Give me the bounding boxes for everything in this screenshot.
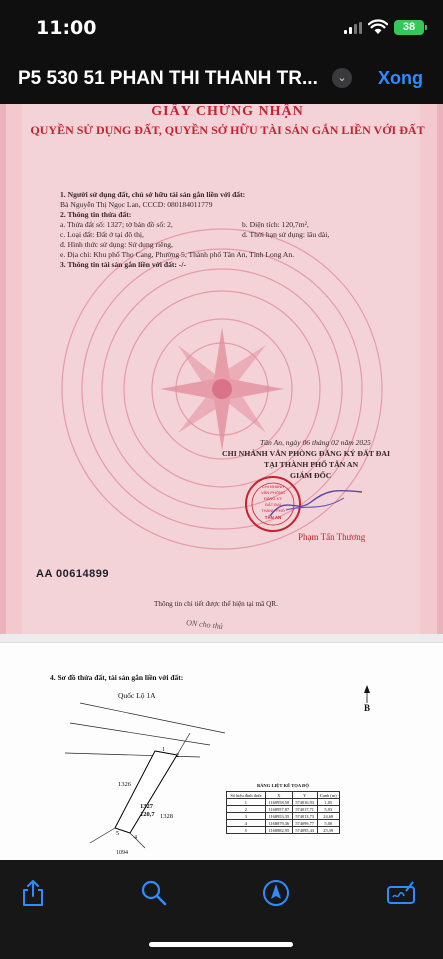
parcel-number: a. Thửa đất số: 1327; tờ bản đồ số: 2, [60,220,173,229]
table-row [227,827,340,834]
handwritten-note: ON cho thủ [185,618,224,631]
certificate-subheading: QUYỀN SỬ DỤNG ĐẤT, QUYỀN SỞ HỮU TÀI SẢN GẮN LIỀN VỚI ĐẤT [30,123,425,137]
issuing-office-city: TẠI THÀNH PHỐ TÂN AN [264,460,359,469]
use-term: d. Thời hạn sử dụng: lâu dài, [242,230,330,239]
parcel-neighbor-east: 1328 [160,813,173,820]
table-row [227,799,340,806]
parcel-diagram [60,693,230,853]
table-cell: 1168957,87 [265,806,292,813]
table-cell: 4 [227,820,266,827]
table-cell: 2 [227,806,266,813]
vertex-label-2: 2 [176,753,179,759]
table-header-row [227,792,340,799]
markup-icon[interactable] [261,878,291,908]
battery-icon: 38 [394,20,424,35]
asset-info-label: 3. Thông tin tài sản gắn liền với đất: -/- [60,260,187,269]
certificate-heading: GIẤY CHỨNG NHẬN [151,104,304,119]
signature-scribble [263,484,366,524]
cellular-signal-icon [344,22,362,34]
parcel-info-label: 2. Thông tin thửa đất: [60,210,132,219]
table-cell: 574095,43 [292,827,317,834]
table-row [227,813,340,820]
coordinate-table [226,791,340,834]
owner-value: Bà Nguyễn Thị Ngọc Lan, CCCD: 080184011779 [60,200,213,209]
table-cell: 1168882,95 [265,827,292,834]
table-header: Y [292,792,317,799]
north-arrow-icon [364,685,370,703]
table-cell: 574099,77 [292,820,317,827]
table-row [227,806,340,813]
table-cell: 1,05 [317,799,340,806]
home-indicator[interactable] [149,942,293,947]
signature-icon[interactable] [386,878,416,908]
table-cell: 1168953,35 [265,813,292,820]
vertex-label-1: 1 [162,747,165,753]
vertex-label-5: 5 [116,831,119,837]
certificate-page [0,104,443,634]
chevron-down-icon[interactable]: ⌄ [332,68,352,88]
plot-diagram-page [0,642,443,860]
table-cell: 574017,71 [292,806,317,813]
done-button[interactable]: Xong [378,68,423,88]
document-title[interactable]: P5 530 51 PHAN THI THANH TR... [18,68,318,89]
seal-line-1: CHI NHÁNH [261,484,285,489]
table-header: Số hiệu đỉnh thửa [227,792,266,799]
table-cell: 1 [227,799,266,806]
wifi-icon [368,19,388,35]
table-cell: 24,68 [317,813,340,820]
parcel-address: e. Địa chỉ: Khu phố Thọ Cang, Phường 5, Thành phố Tân An, Tỉnh Long An. [60,250,295,259]
table-cell: 1168879,36 [265,820,292,827]
issue-date: Tân An, ngày 06 tháng 02 năm 2025 [260,438,371,447]
navigation-bar [0,58,443,102]
table-cell: 5,93 [317,806,340,813]
seal-line-3: ĐĂNG KÝ [263,496,283,501]
north-marker: B [364,703,371,713]
status-bar [0,0,443,58]
coordinate-table-caption: BẢNG LIỆT KÊ TỌA ĐỘ [257,783,309,788]
page-separator [0,634,443,642]
plot-section-title: 4. Sơ đồ thửa đất, tài sản gắn liền với đất: [50,673,184,682]
table-cell: 574013,73 [292,813,317,820]
land-type: c. Loại đất: Đất ở tại đô thị, [60,230,144,239]
parcel-neighbor-south: 1094 [116,850,128,856]
seal-line-6: TÂN AN [264,515,282,520]
certificate-serial: AA 00614899 [36,568,109,580]
road-label: Quốc Lộ 1A [118,691,156,700]
status-time: 11:00 [36,17,97,39]
issuing-office: CHI NHÁNH VĂN PHÒNG ĐĂNG KÝ ĐẤT ĐAI [222,449,391,458]
parcel-number-label: 1327 [140,803,153,810]
table-cell: 3 [227,813,266,820]
director-title: GIÁM ĐỐC [290,471,332,480]
parcel-area: b. Diện tích: 120,7m², [242,220,309,229]
vertex-label-4: 4 [134,835,137,841]
use-form: đ. Hình thức sử dụng: Sử dụng riêng, [60,240,173,249]
table-header: X [265,792,292,799]
table-cell: 574016,93 [292,799,317,806]
seal-line-4: ĐẤT ĐAI [265,502,281,507]
battery-tip [425,25,427,30]
parcel-neighbor-west: 1326 [118,781,131,788]
seal-line-2: VĂN PHÒNG [260,490,286,495]
table-cell: 5 [227,827,266,834]
parcel-area-label: 120,7 [140,811,155,818]
share-icon[interactable] [18,878,48,908]
search-icon[interactable] [139,878,169,908]
table-cell: 25,39 [317,827,340,834]
qr-note: Thông tin chi tiết được thể hiện tại mã QR. [154,600,278,608]
owner-label: 1. Người sử dụng đất, chủ sở hữu tài sản gắn liền với đất: [60,190,246,199]
signer-name: Phạm Tấn Thương [298,532,366,542]
seal-line-5: THÀNH PHỐ [261,508,285,513]
table-cell: 1168958,58 [265,799,292,806]
table-header: Cạnh (m) [317,792,340,799]
table-row [227,820,340,827]
table-cell: 5,00 [317,820,340,827]
